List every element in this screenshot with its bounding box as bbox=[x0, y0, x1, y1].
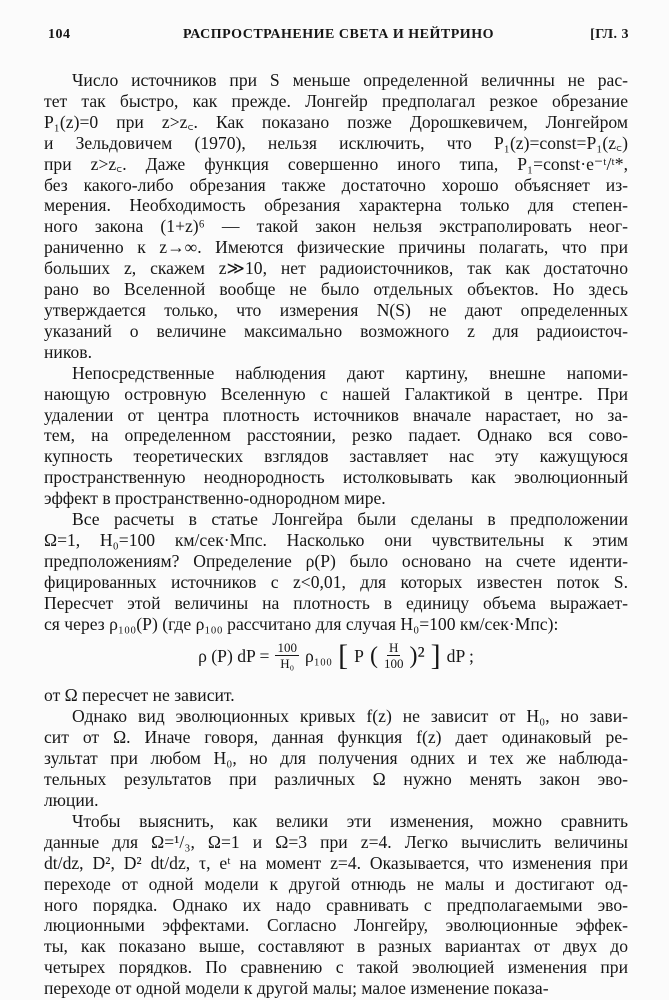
fraction-1-denominator: H₀ bbox=[280, 656, 295, 672]
text-line: люционными эффектами. Согласно Лонгейру, эволюционные эффек- bbox=[44, 915, 628, 936]
text-line: данные для Ω=¹/₃, Ω=1 и Ω=3 при z=4. Легко вычислить величины bbox=[44, 831, 628, 852]
text-line: раниченно к z→∞. Имеются физические причины полагать, что при bbox=[44, 237, 628, 258]
text-line: P₁(z)=0 при z>z꜀. Как показано позже Дорошкевичем, Лонгейром bbox=[44, 111, 628, 132]
text-line: переходе от одной модели к другой малы; малое изменение показа- bbox=[44, 978, 549, 999]
text-line: от Ω пересчет не зависит. bbox=[44, 685, 235, 706]
text-line: нающую островную Вселенную с нашей Галактикой в центре. При bbox=[44, 383, 628, 404]
chapter-label: [ГЛ. 3 bbox=[590, 27, 629, 42]
text-line: купность теоретических взглядов заставляет нас эту кажущуюся bbox=[44, 446, 628, 467]
text-line: Все расчеты в статье Лонгейра были сделаны в предположении bbox=[72, 509, 628, 530]
paragraph-3 bbox=[44, 509, 628, 634]
text-line: Ω=1, H₀=100 км/сек·Мпс. Насколько они чувствительны к этим bbox=[44, 529, 628, 550]
text-line: Пересчет этой величины на плотность в единицу объема выражает- bbox=[44, 592, 628, 613]
paragraph-6 bbox=[44, 811, 628, 999]
text-line: при z>z꜀. Даже функция совершенно иного типа, P₁=const·e⁻ᵗ/ᵗ*, bbox=[44, 153, 628, 174]
text-line: тельных результатов при различных Ω нужно менять закон эво- bbox=[44, 769, 628, 790]
text-line: Чтобы выяснить, как велики эти изменения, можно сравнить bbox=[72, 810, 628, 831]
text-line: четырех порядков. По сравнению с такой эволюцией изменения при bbox=[44, 957, 628, 978]
paragraph-2 bbox=[44, 363, 628, 509]
page-header bbox=[48, 27, 629, 51]
text-line: ников. bbox=[44, 341, 92, 362]
text-line: люции. bbox=[44, 790, 99, 810]
text-line: эффект в пространственно-однородном мире. bbox=[44, 488, 386, 509]
paragraph-4 bbox=[44, 685, 628, 706]
text-line: мерения. Необходимость обрезания характерна только для степен- bbox=[44, 195, 628, 216]
text-line: тет так быстро, как прежде. Лонгейр предполагал резкое обрезание bbox=[44, 90, 628, 111]
text-line: утверждается только, что измерения N(S) не дают определенных bbox=[44, 299, 628, 320]
page-body bbox=[44, 70, 628, 999]
fraction-2-denominator: 100 bbox=[383, 656, 404, 672]
paragraph-5 bbox=[44, 706, 628, 811]
text-line: фицированных источников с z<0,01, для которых известен поток S. bbox=[44, 571, 628, 592]
equation-fraction-2 bbox=[384, 640, 404, 671]
text-line: предположениям? Определение ρ(P) было основано на счете иденти- bbox=[44, 550, 628, 571]
text-line: dt/dz, D², D² dt/dz, τ, eᵗ на момент z=4. Оказывается, что изменения при bbox=[44, 852, 628, 873]
text-line: больших z, скажем z≫10, нет радиоисточников, так как достаточно bbox=[44, 258, 628, 279]
equation-fraction-1 bbox=[275, 640, 299, 671]
text-line: Непосредственные наблюдения дают картину, внешне напоми- bbox=[72, 362, 628, 383]
text-line: пространственную неоднородность истолковывать как эволюционный bbox=[44, 467, 628, 488]
equation-tail: dP ; bbox=[446, 645, 474, 666]
text-line: ного закона (1+z)⁶ — такой закон нельзя экстраполировать неог- bbox=[44, 216, 628, 237]
text-line: и Зельдовичем (1970), нельзя исключить, что P₁(z)=const=P₁(z꜀) bbox=[44, 132, 628, 153]
fraction-2-numerator: H bbox=[389, 640, 399, 656]
equation-lhs: ρ (P) dP = bbox=[198, 645, 270, 666]
text-line: Число источников при S меньше определенной величнны не рас- bbox=[72, 70, 628, 90]
open-bracket: [ bbox=[338, 638, 349, 672]
fraction-1-numerator: 100 bbox=[277, 640, 297, 656]
rho-100: ρ₁₀₀ bbox=[304, 645, 333, 666]
text-line: тем, на определенном расстоянии, резко падает. Однако вся сово- bbox=[44, 425, 628, 446]
close-paren-squared: )² bbox=[409, 642, 425, 669]
text-line: ся через ρ₁₀₀(P) (где ρ₁₀₀ рассчитано для случая H₀=100 км/сек·Мпс): bbox=[44, 613, 559, 634]
text-line: Однако вид эволюционных кривых f(z) не зависит от H₀, но зави- bbox=[72, 706, 628, 727]
text-line: удалении от центра плотность источников вначале нарастает, но за- bbox=[44, 404, 628, 425]
text-line: ты, как показано выше, составляют в разных вариантах от двух до bbox=[44, 936, 628, 957]
close-bracket: ] bbox=[430, 638, 441, 672]
text-line: рано во Вселенной вообще не было отдельных объектов. Но здесь bbox=[44, 279, 628, 300]
equation-P: P bbox=[354, 645, 364, 666]
text-line: переходе от одной модели к другой отнюдь не малы и достигают од- bbox=[44, 873, 628, 894]
text-line: сит от Ω. Иначе говоря, данная функция f(z) дает одинаковый ре- bbox=[44, 727, 628, 748]
equation bbox=[44, 640, 628, 671]
running-title: РАСПРОСТРАНЕНИЕ СВЕТА И НЕЙТРИНО bbox=[183, 27, 494, 42]
open-paren: ( bbox=[369, 642, 378, 669]
text-line: без какого-либо обрезания также достаточно хорошо объясняет из- bbox=[44, 174, 628, 195]
page-number: 104 bbox=[48, 27, 71, 42]
text-line: указаний о величине максимально возможного z для радиоисточ- bbox=[44, 320, 628, 341]
text-line: ного порядка. Однако их надо сравнивать с предполагаемыми эво- bbox=[44, 894, 628, 915]
paragraph-1 bbox=[44, 70, 628, 363]
text-line: зультат при любом H₀, но для получения одних и тех же наблюда- bbox=[44, 748, 628, 769]
